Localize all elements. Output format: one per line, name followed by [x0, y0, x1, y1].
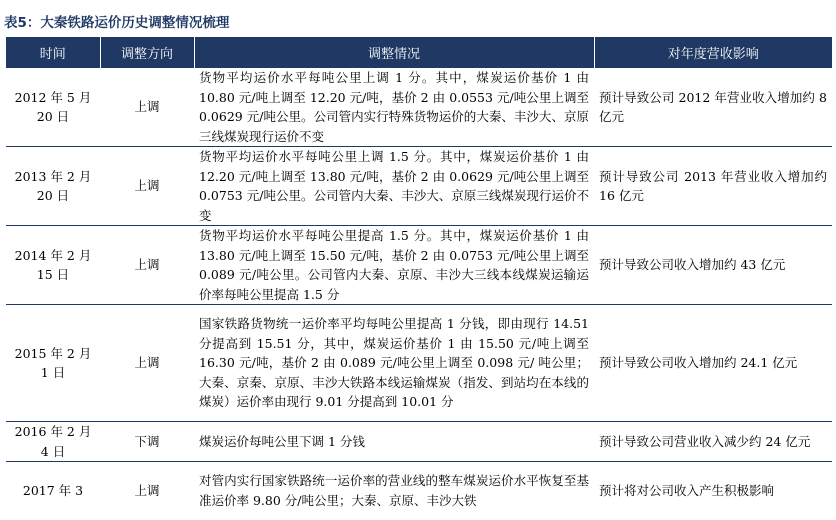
header-detail: 调整情况	[194, 37, 594, 68]
cell-time: 2013 年 2 月 20 日	[6, 147, 100, 226]
cell-impact: 预计导致公司 2012 年营业收入增加约 8 亿元	[594, 68, 832, 147]
cell-time: 2016 年 2 月 4 日	[6, 422, 100, 462]
table-row	[6, 305, 832, 422]
cell-impact: 预计将对公司收入产生积极影响	[599, 483, 775, 498]
table-row	[6, 462, 832, 520]
header-direction: 调整方向	[100, 37, 194, 68]
cell-time: 2012 年 5 月 20 日	[6, 68, 100, 147]
cell-impact: 预计导致公司营业收入减少约 24 亿元	[594, 422, 832, 462]
cell-detail: 煤炭运价每吨公里下调 1 分钱	[194, 422, 594, 462]
cell-direction: 上调	[100, 147, 194, 226]
cell-impact: 预计导致公司收入增加约 43 亿元	[594, 226, 832, 305]
cell-direction: 下调	[100, 422, 194, 462]
header-time: 时间	[6, 37, 100, 68]
header-impact: 对年度营收影响	[594, 37, 832, 68]
cell-time: 2014 年 2 月 15 日	[6, 226, 100, 305]
cell-time: 2017 年 3	[22, 483, 84, 498]
cell-time: 2015 年 2 月 1 日	[6, 305, 100, 422]
table-title: 表5：大秦铁路运价历史调整情况梳理	[4, 15, 230, 31]
cell-impact: 预计导致公司收入增加约 24.1 亿元	[594, 305, 832, 422]
cell-detail: 国家铁路货物统一运价率平均每吨公里提高 1 分钱，即由现行 14.51 分提高到 15.51 分，其中，煤炭运价基价 1 由 15.50 元/吨上调至 16.30 元/吨，基价 2 由 0.089 元/吨公里上调至 0.098 元/ 吨公里；大秦、京秦、京原、丰沙大铁路本线运输煤炭（指发、到站均在本线的煤炭）运价率由现行 9.01 分提高到 10.01 分	[194, 305, 594, 422]
cell-detail: 货物平均运价水平每吨公里上调 1 分。其中，煤炭运价基价 1 由 10.80 元/吨上调至 12.20 元/吨，基价 2 由 0.0553 元/吨公里上调至 0.0629 元/吨公里。公司管内实行特殊货物运价的大秦、丰沙大、京原三线煤炭现行运价不变	[194, 68, 594, 147]
cell-impact: 预计导致公司 2013 年营业收入增加约 16 亿元	[594, 147, 832, 226]
table-row	[6, 422, 832, 462]
cell-direction: 上调	[100, 226, 194, 305]
cell-direction: 上调	[134, 483, 160, 498]
table-row	[6, 68, 832, 147]
header-row	[6, 37, 832, 68]
cell-direction: 上调	[100, 305, 194, 422]
cell-direction: 上调	[100, 68, 194, 147]
cell-detail: 货物平均运价水平每吨公里上调 1.5 分。其中，煤炭运价基价 1 由 12.20 元/吨上调至 13.80 元/吨，基价 2 由 0.0629 元/吨公里上调至 0.0753 元/吨公里。公司管内大秦、丰沙大、京原三线煤炭现行运价不变	[194, 147, 594, 226]
table-row	[6, 147, 832, 226]
cell-detail: 对管内实行国家铁路统一运价率的营业线的整车煤炭运价水平恢复至基准运价率 9.80 分/吨公里；大秦、京原、丰沙大铁	[199, 473, 589, 508]
table-row	[6, 226, 832, 305]
cell-detail: 货物平均运价水平每吨公里提高 1.5 分。其中，煤炭运价基价 1 由 13.80 元/吨上调至 15.50 元/吨，基价 2 由 0.0753 元/吨公里上调至 0.089 元/吨公里。公司管内大秦、京原、丰沙大三线本线煤炭运输运价率每吨公里提高 1.5 分	[194, 226, 594, 305]
rate-adjustment-table	[6, 37, 832, 520]
